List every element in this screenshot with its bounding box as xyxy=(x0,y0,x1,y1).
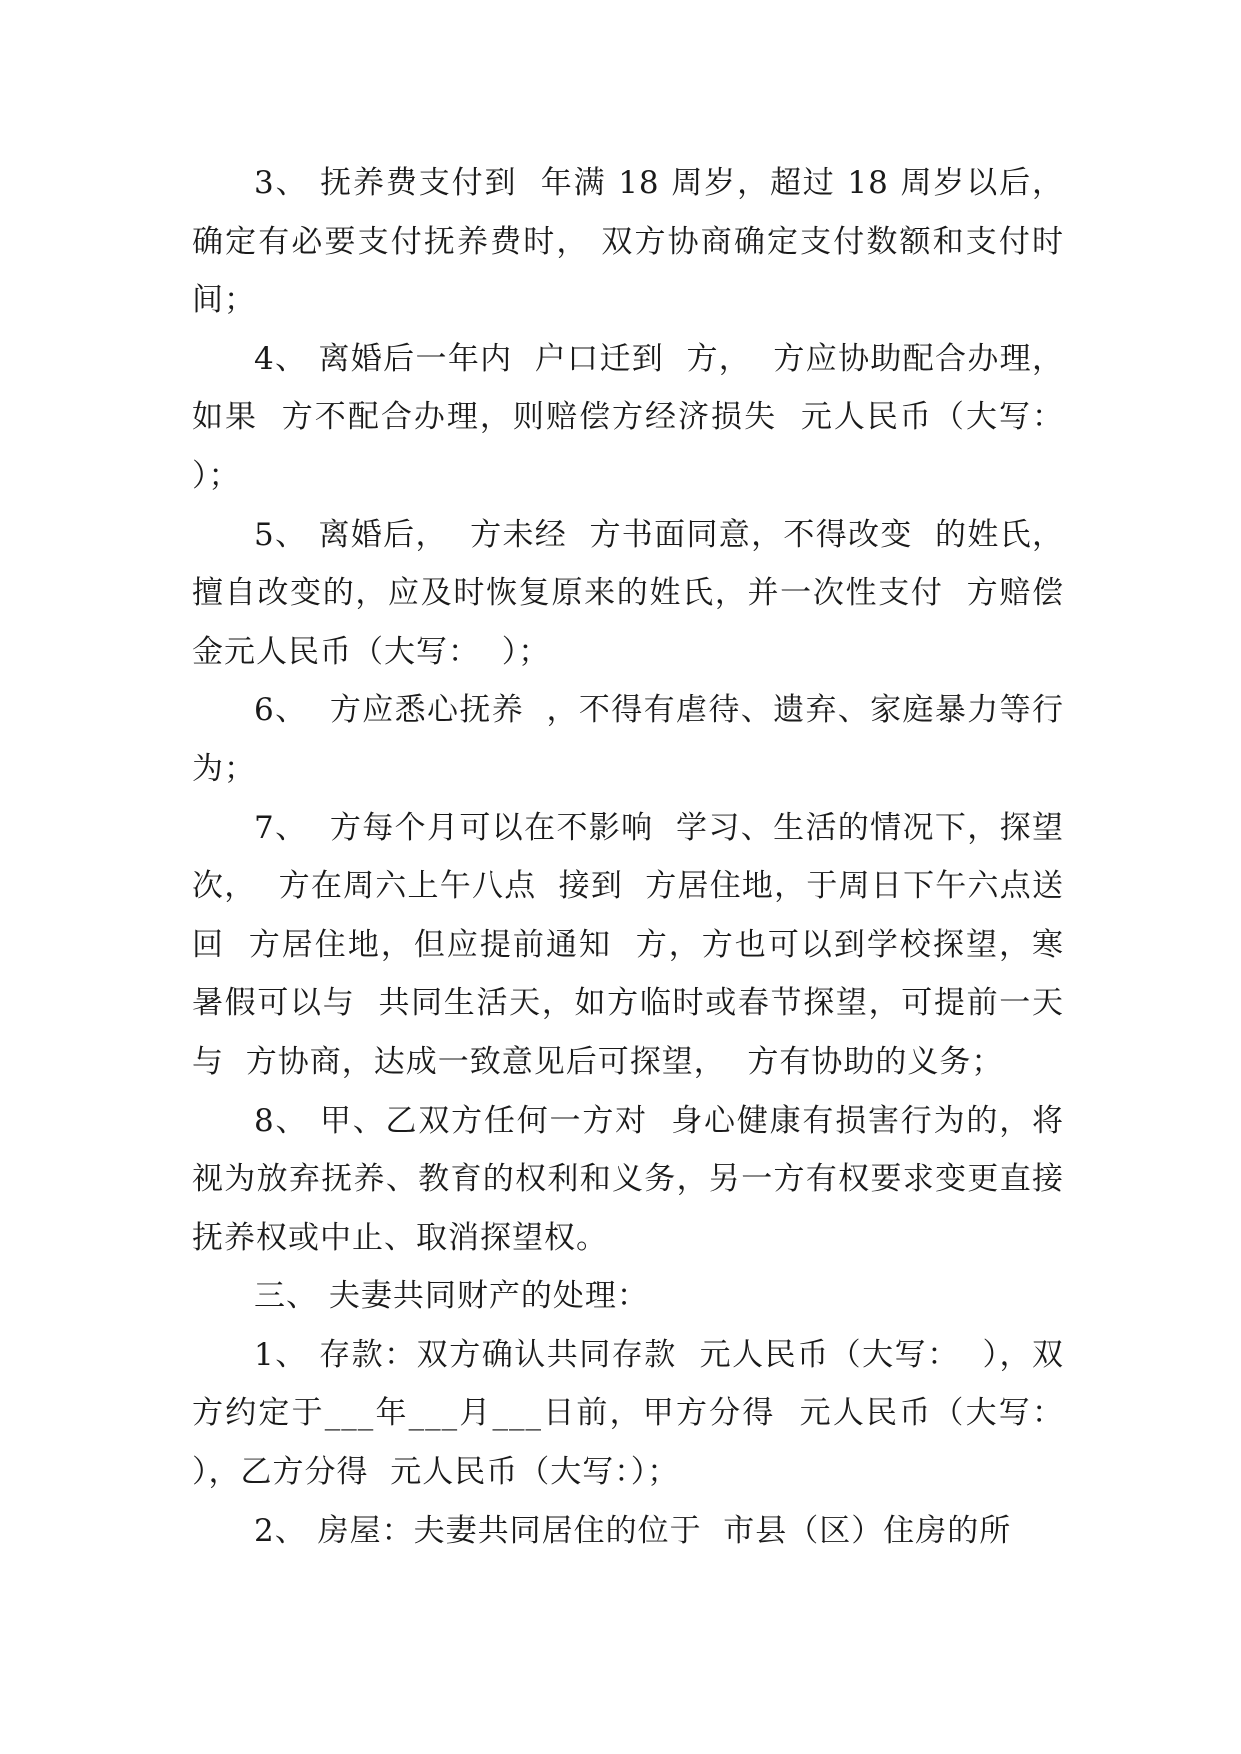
document-body xyxy=(192,154,1086,1560)
paragraph-household-registration: 4、 离婚后一年内 户口迁到 方， 方应协助配合办理，如果 方不配合办理，则赔偿方经济损失 元人民币（大写： ）； xyxy=(192,340,1086,494)
paragraph-surname: 5、 离婚后， 方未经 方书面同意，不得改变 的姓氏，擅自改变的，应及时恢复原来的姓氏，并一次性支付 方赔偿金元人民币（大写： ）； xyxy=(192,516,1064,670)
paragraph-visitation: 7、 方每个月可以在不影响 学习、生活的情况下，探望 次， 方在周六上午八点 接到 方居住地，于周日下午六点送回 方居住地，但应提前通知 方，方也可以到学校探望，寒暑假可以与 共同生活天，如方临时或春节探望，可提前一天与 方协商，达成一致意见后可探望， 方有协助的义务； xyxy=(192,809,1086,1080)
paragraph-housing: 2、 房屋：夫妻共同居住的位于 市县（区）住房的所 xyxy=(254,1512,1012,1549)
paragraph-harm-clause: 8、 甲、乙双方任何一方对 身心健康有损害行为的，将视为放弃抚养、教育的权利和义务，另一方有权要求变更直接抚养权或中止、取消探望权。 xyxy=(192,1102,1064,1256)
paragraph-care-obligation: 6、 方应悉心抚养 ，不得有虐待、遗弃、家庭暴力等行为； xyxy=(192,692,1064,787)
section-heading-joint-property: 三、 夫妻共同财产的处理： xyxy=(254,1278,649,1315)
paragraph-support-payment-age: 3、 抚养费支付到 年满 18 周岁，超过 18 周岁以后，确定有必要支付抚养费时， 双方协商确定支付数额和支付时间； xyxy=(192,165,1064,319)
paragraph-deposits: 1、 存款：双方确认共同存款 元人民币（大写： ），双方约定于___年___月___日前，甲方分得 元人民币（大写： ），乙方分得 元人民币（大写：）； xyxy=(192,1336,1086,1491)
